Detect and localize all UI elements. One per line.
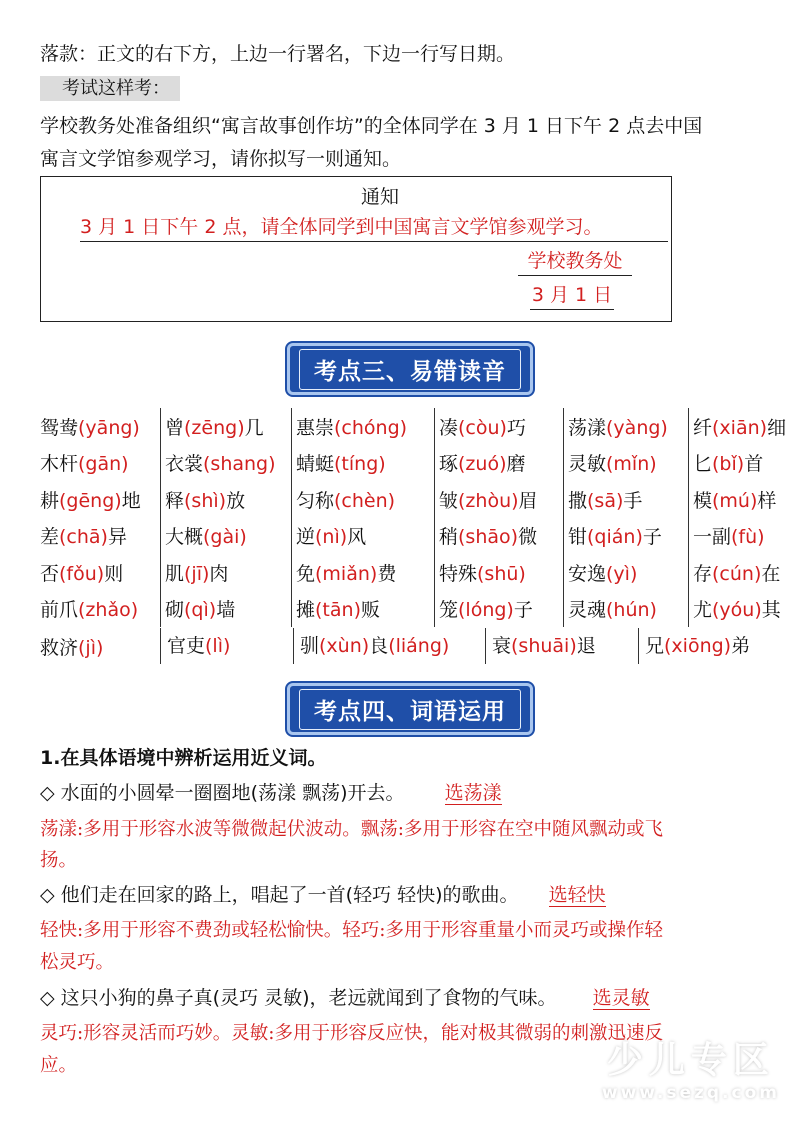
pron-word: 释 [165,489,185,512]
pron-word: 灵敏 [568,453,607,476]
pron-item [689,591,794,628]
pron-item [689,445,794,482]
pron-item [293,628,485,664]
luokuan-line: 落款：正文的右下方，上边一行署名，下边一行写日期。 [40,43,516,65]
pron-word: 安逸 [568,562,607,585]
question-2 [40,881,606,909]
pron-pinyin: (cún) [712,562,762,585]
pron-item [435,481,564,518]
notice-body: 3 月 1 日下午 2 点，请全体同学到中国寓言文学馆参观学习。 [80,213,668,242]
pron-word: 肌 [165,562,185,585]
pron-word: 凑 [439,416,459,439]
pron-item [485,628,638,664]
pron-pinyin: (jī) [184,562,210,585]
pron-suffix: 贩 [360,599,380,622]
pron-pinyin: (xùn) [319,635,370,657]
exam-tag-label: 考试这样考： [40,76,180,101]
question-3-explanation-1: 灵巧:形容灵活而巧妙。灵敏:多用于形容反应快，能对极其微弱的刺激迅速反 [40,1023,663,1044]
pron-item [161,518,292,555]
pron-word: 一副 [693,526,732,549]
pron-pinyin: (gān) [78,453,129,476]
pron-item [161,554,292,591]
pron-word: 纤 [693,416,713,439]
pron-pinyin: (shū) [477,562,526,585]
pron-word: 稍 [439,526,459,549]
pron-word: 笼 [439,599,459,622]
pron-word: 耕 [40,489,60,512]
pron-pinyin: (yóu) [712,599,762,622]
pron-pinyin: (chèn) [334,489,396,512]
pron-word: 兄 [645,635,665,657]
pron-item [292,481,435,518]
pron-word: 大概 [165,526,204,549]
pron-pinyin: (zuó) [458,453,507,476]
pron-suffix: 微 [518,526,538,549]
pron-suffix: 良 [369,635,389,657]
pron-pinyin: (zēng) [184,416,245,439]
pron-item [292,408,435,445]
pron-item [161,408,292,445]
pron-word: 衰 [492,635,512,657]
pronunciation-row [36,481,793,518]
pron-item [435,591,564,628]
pron-word: 钳 [568,526,588,549]
section4-title: 考点四、词语运用 [299,689,521,730]
question-1-explanation-1: 荡漾:多用于形容水波等微微起伏波动。飘荡:多用于形容在空中随风飘动或飞 [40,819,663,840]
pron-word: 荡漾 [568,416,607,439]
section4-banner [287,683,533,735]
pron-suffix: 放 [226,489,246,512]
pron-word: 否 [40,562,60,585]
pron-item [36,591,161,628]
pron-word: 撒 [568,489,588,512]
pron-item [435,554,564,591]
pron-word: 免 [296,562,316,585]
pron-item [292,445,435,482]
pron-word: 琢 [439,453,459,476]
pron-item [36,633,160,660]
pron-suffix: 异 [107,526,127,549]
section3-banner [287,343,533,395]
question-1 [40,779,502,807]
pron-pinyin: (fǒu) [59,562,105,585]
question-2-explanation-1: 轻快:多用于形容不费劲或轻松愉快。轻巧:多用于形容重量小而灵巧或操作轻 [40,920,663,941]
pron-pinyin: (bǐ) [712,453,745,476]
pron-item [435,408,564,445]
pron-word: 尤 [693,599,713,622]
watermark-url: www.sezq.com [601,1083,780,1103]
pron-item [36,481,161,518]
pron-word: 惠崇 [296,416,335,439]
pron-pinyin: (qì) [184,599,217,622]
question-3-explanation-2: 应。 [40,1055,78,1076]
pron-word: 曾 [165,416,185,439]
pron-item [689,408,794,445]
pron-pinyin: (zhǎo) [78,599,139,622]
exam-tag [40,74,180,103]
pron-pinyin: (miǎn) [315,562,378,585]
pron-pinyin: (nì) [315,526,348,549]
pron-item [689,481,794,518]
pron-pinyin: (yì) [606,562,638,585]
watermark-title: 少儿专区 [606,1040,775,1081]
pronunciation-table [36,408,793,627]
pron-item [564,445,689,482]
pron-pinyin: (còu) [458,416,507,439]
question-line-1: 学校教务处准备组织“寓言故事创作坊”的全体同学在 3 月 1 日下午 2 点去中国 [40,115,703,137]
question-2-text: ◇ 他们走在回家的路上，唱起了一首(轻巧 轻快)的歌曲。 [40,884,519,906]
pron-word: 存 [693,562,713,585]
pron-word: 逆 [296,526,316,549]
pron-word: 模 [693,489,713,512]
question-1-text: ◇ 水面的小圆晕一圈圈地(荡漾 飘荡)开去。 [40,782,405,804]
pron-pinyin: (chóng) [334,416,408,439]
pron-item [36,518,161,555]
pron-pinyin: (zhòu) [458,489,519,512]
question-2-explanation-2: 松灵巧。 [40,952,115,973]
pron-word: 木杆 [40,453,79,476]
pronunciation-row [36,554,793,591]
pron-suffix: 巧 [506,416,526,439]
pron-pinyin: (gēng) [59,489,122,512]
question-2-answer: 选轻快 [548,884,606,906]
pron-item [689,518,794,555]
pron-suffix: 地 [121,489,141,512]
pron-item [564,554,689,591]
pron-item [161,591,292,628]
pron-item [564,518,689,555]
pron-word: 摊 [296,599,316,622]
subheading: 1.在具体语境中辨析运用近义词。 [40,747,327,769]
pron-pinyin: (qián) [587,526,643,549]
pronunciation-last-row [36,628,765,664]
question-line-2: 寓言文学馆参观学习，请你拟写一则通知。 [40,148,402,170]
pron-pinyin: (sā) [587,489,624,512]
pron-word: 砌 [165,599,185,622]
pron-pinyin: (shì) [184,489,227,512]
question-3-answer: 选灵敏 [592,987,650,1009]
pron-item [564,481,689,518]
pron-word: 蜻蜓 [296,453,335,476]
pron-item [564,408,689,445]
pron-pinyin: (chā) [59,526,108,549]
pron-suffix: 在 [761,562,781,585]
pron-suffix: 其 [761,599,781,622]
pron-suffix: 肉 [209,562,229,585]
pron-word: 救济 [40,636,79,659]
pron-suffix: 首 [744,453,764,476]
pron-item [161,481,292,518]
pron-pinyin: (liáng) [388,635,450,657]
pron-suffix: 几 [244,416,264,439]
notice-signature: 学校教务处 [518,247,632,276]
pron-suffix: 子 [642,526,662,549]
pron-item [638,628,765,664]
pron-word: 鸳鸯 [40,416,79,439]
pron-pinyin: (yàng) [606,416,668,439]
pronunciation-row [36,518,793,555]
pron-item [36,445,161,482]
pron-item [689,554,794,591]
pron-pinyin: (tān) [315,599,361,622]
pron-pinyin: (mǐn) [606,453,657,476]
pronunciation-row [36,445,793,482]
question-1-answer: 选荡漾 [444,782,502,804]
pron-pinyin: (shuāi) [511,635,577,657]
pron-pinyin: (jì) [78,636,104,659]
section3-title: 考点三、易错读音 [299,349,521,390]
pron-item [292,518,435,555]
pron-item [435,445,564,482]
watermark [602,1032,780,1103]
pron-suffix: 眉 [518,489,538,512]
question-1-explanation-2: 扬。 [40,850,78,871]
pron-pinyin: (mú) [712,489,758,512]
pron-word: 前爪 [40,599,79,622]
pron-pinyin: (lóng) [458,599,514,622]
pron-suffix: 子 [513,599,533,622]
pron-word: 匀称 [296,489,335,512]
notice-title: 通知 [360,186,399,208]
pron-pinyin: (fù) [731,526,765,549]
pron-item [435,518,564,555]
notice-date: 3 月 1 日 [530,281,614,310]
question-3 [40,984,650,1012]
pronunciation-row [36,408,793,445]
pron-pinyin: (gài) [203,526,247,549]
pron-suffix: 弟 [731,635,751,657]
pron-pinyin: (yāng) [78,416,140,439]
pron-suffix: 风 [347,526,367,549]
pron-word: 衣裳 [165,453,204,476]
pron-pinyin: (tíng) [334,453,386,476]
pron-suffix: 退 [576,635,596,657]
pron-word: 皱 [439,489,459,512]
pron-pinyin: (shang) [203,453,276,476]
pron-word: 灵魂 [568,599,607,622]
pron-item [292,554,435,591]
pron-word: 官吏 [167,635,206,657]
pron-item [564,591,689,628]
pron-suffix: 墙 [216,599,236,622]
pron-item [160,628,293,664]
pron-pinyin: (xiān) [712,416,768,439]
pron-suffix: 手 [623,489,643,512]
pron-suffix: 细 [767,416,787,439]
question-3-text: ◇ 这只小狗的鼻子真(灵巧 灵敏)，老远就闻到了食物的气味。 [40,987,557,1009]
pron-item [161,445,292,482]
pron-item [36,554,161,591]
pron-pinyin: (shāo) [458,526,519,549]
pron-suffix: 样 [757,489,777,512]
pron-word: 差 [40,526,60,549]
pron-suffix: 费 [377,562,397,585]
pron-suffix: 磨 [506,453,526,476]
pron-pinyin: (hún) [606,599,657,622]
pronunciation-row [36,591,793,628]
pron-pinyin: (lì) [205,635,231,657]
pron-item [36,408,161,445]
pron-word: 驯 [300,635,320,657]
pron-word: 特殊 [439,562,478,585]
pron-pinyin: (xiōng) [664,635,732,657]
pron-suffix: 则 [104,562,124,585]
pron-item [292,591,435,628]
pron-word: 匕 [693,453,713,476]
